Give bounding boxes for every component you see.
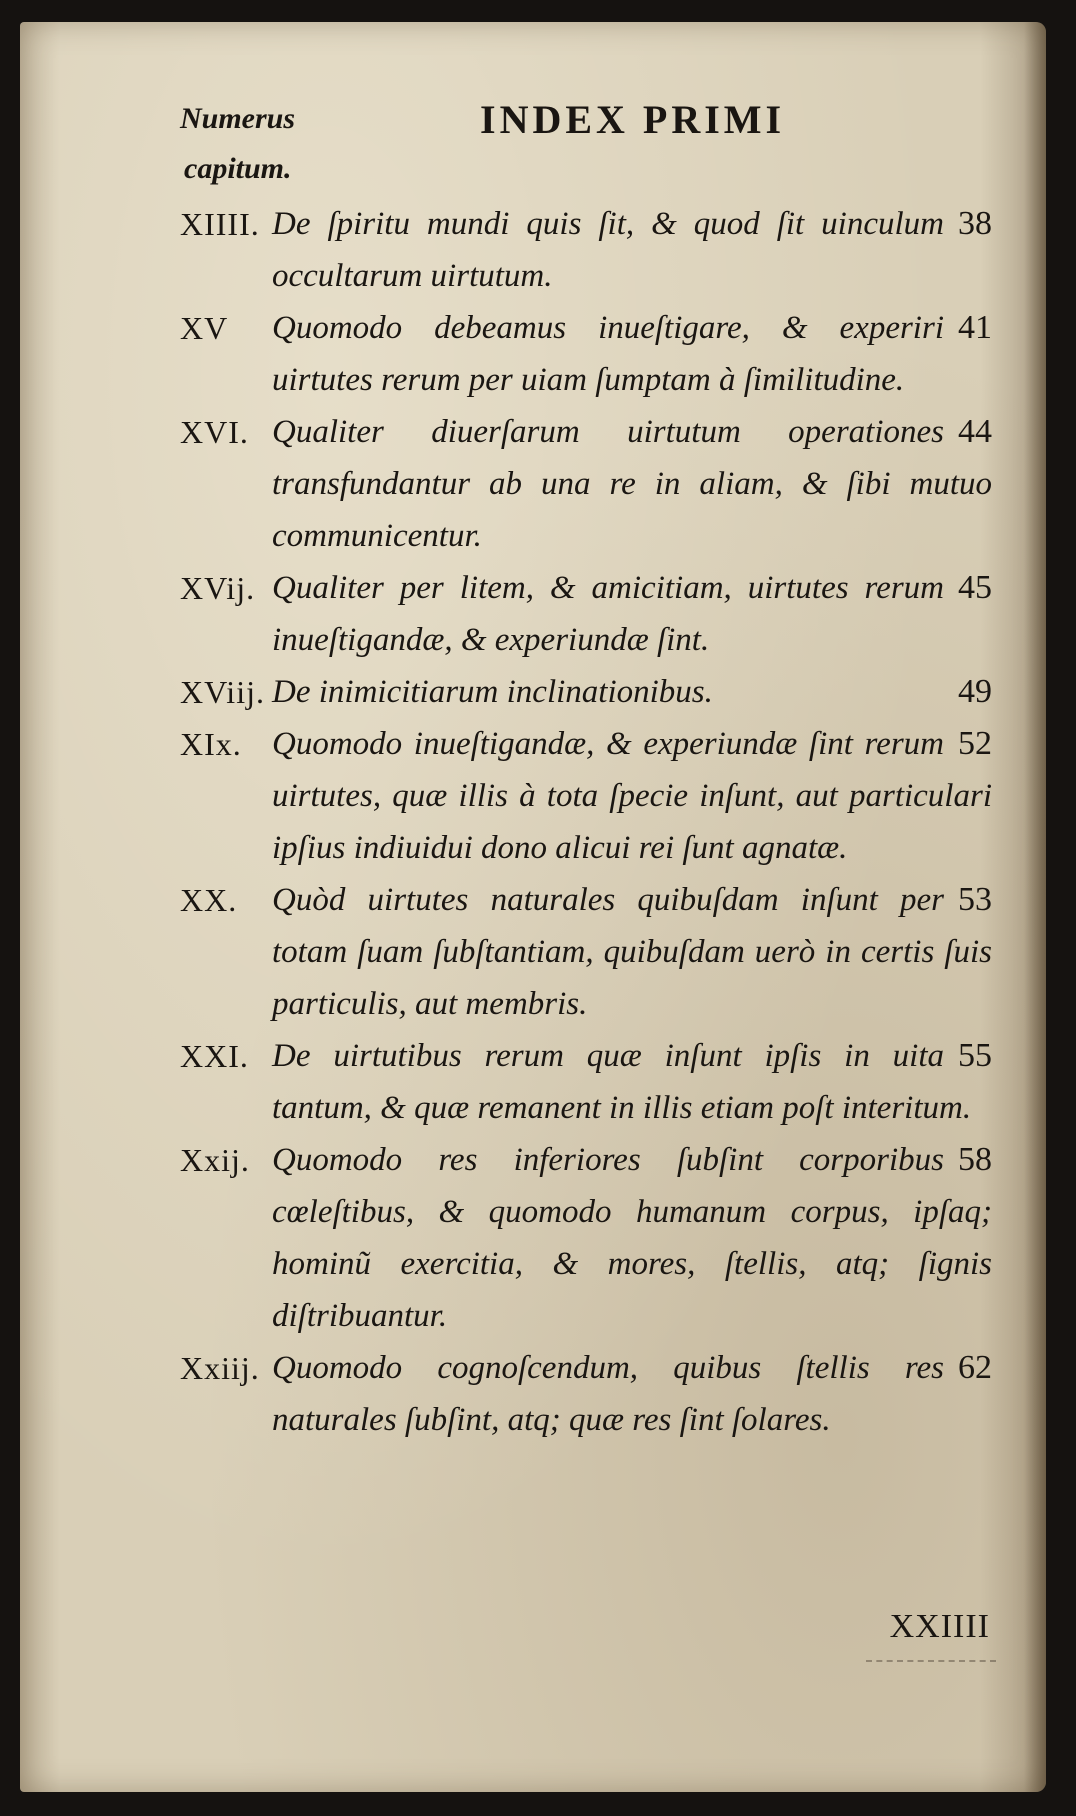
page-number: 44 xyxy=(958,413,992,450)
chapter-number: XXI. xyxy=(180,1038,249,1074)
index-entry xyxy=(180,302,992,406)
page-header xyxy=(180,96,1000,146)
index-entry xyxy=(180,198,992,302)
index-entry xyxy=(180,718,992,874)
chapter-title: Quòd uirtutes naturales quibuſdam inſunt per totam ſuam ſubſtantiam, quibuſdam uerò in certis ſuis particulis, aut membris. xyxy=(272,882,992,1022)
chapter-number: XVij. xyxy=(180,570,256,606)
index-entry xyxy=(180,406,992,562)
page-number: 52 xyxy=(958,725,992,762)
page-number: 53 xyxy=(958,881,992,918)
chapter-title: Quomodo res inferiores ſubſint corporibus cœleſtibus, & quomodo humanum corpus, ipſaq; hominũ exercitia, & mores, ſtellis, atq; ſignis diſtribuantur. xyxy=(272,1142,992,1334)
chapter-title: De uirtutibus rerum quæ inſunt ipſis in uita tantum, & quæ remanent in illis etiam poſt interitum. xyxy=(272,1038,972,1126)
chapter-title: Qualiter diuerſarum uirtutum operationes transfundantur ab una re in aliam, & ſibi mutuo communicentur. xyxy=(272,414,992,554)
chapter-number: Xxiij. xyxy=(180,1350,260,1386)
chapter-title: Quomodo debeamus inueſtigare, & experiri uirtutes rerum per uiam ſumptam à ſimilitudine. xyxy=(272,310,944,398)
chapter-number: XIx. xyxy=(180,726,242,762)
chapter-title: De ſpiritu mundi quis ſit, & quod ſit uinculum occultarum uirtutum. xyxy=(272,206,944,294)
catchword: XXIIII xyxy=(889,1608,990,1645)
chapter-number: XIIII. xyxy=(180,206,260,242)
page-edge-shadow xyxy=(1024,22,1046,1792)
chapter-title: Quomodo inueſtigandæ, & experiundæ ſint rerum uirtutes, quæ illis à tota ſpecie inſunt, aut particulari ipſius indiuidui dono alicui rei ſunt agnatæ. xyxy=(272,726,992,866)
index-entry xyxy=(180,1030,992,1134)
page-number: 38 xyxy=(958,205,992,242)
chapter-number: XViij. xyxy=(180,674,265,710)
page-number: 62 xyxy=(958,1349,992,1386)
chapter-number: XVI. xyxy=(180,414,249,450)
capitum-label: capitum. xyxy=(184,152,292,185)
chapter-title: Quomodo cognoſcendum, quibus ſtellis res naturales ſubſint, atq; quæ res ſint ſolares. xyxy=(272,1350,944,1438)
chapter-number: Xxij. xyxy=(180,1142,250,1178)
chapter-title: Qualiter per litem, & amicitiam, uirtutes rerum inueſtigandæ, & experiundæ ſint. xyxy=(272,570,944,658)
index-entry xyxy=(180,562,992,666)
index-entry xyxy=(180,666,992,718)
page-number: 41 xyxy=(958,309,992,346)
index-entry xyxy=(180,1134,992,1342)
index-entry xyxy=(180,874,992,1030)
page-number: 55 xyxy=(958,1037,992,1074)
chapter-number: XV xyxy=(180,310,229,346)
chapter-number: XX. xyxy=(180,882,238,918)
index-entry xyxy=(180,1342,992,1446)
index-entries xyxy=(180,198,992,1446)
numerus-label: Numerus xyxy=(180,102,296,135)
page-title: INDEX PRIMI xyxy=(480,97,786,142)
page-number: 45 xyxy=(958,569,992,606)
page-number: 58 xyxy=(958,1141,992,1178)
chapter-title: De inimicitiarum inclinationibus. xyxy=(272,674,713,710)
catchword-rule xyxy=(866,1660,996,1662)
page-number: 49 xyxy=(958,673,992,710)
